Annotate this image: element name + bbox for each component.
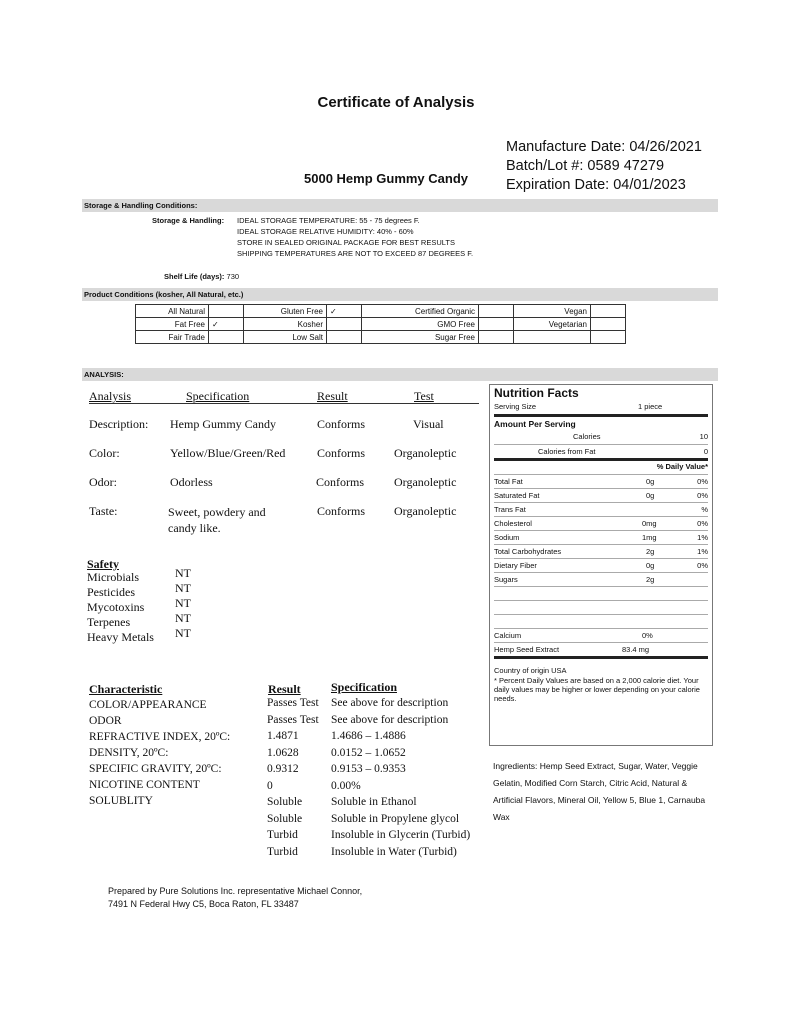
char-result: Turbid <box>267 829 298 841</box>
nutrition-footnote: * Percent Daily Values are based on a 2,000 calorie diet. Your daily values may be higher or lower depending on your calorie needs. <box>494 676 700 703</box>
condition-label: Vegan <box>514 305 591 318</box>
nutrient-dv: 1% <box>697 547 708 556</box>
char-spec: Soluble in Propylene glycol <box>331 812 460 825</box>
char-name: REFRACTIVE INDEX, 20ºC: <box>89 731 231 743</box>
nutrient-row <box>494 474 708 488</box>
analysis-spec: Odorless <box>170 475 213 489</box>
nutrient-row <box>494 614 708 628</box>
storage-line: IDEAL STORAGE TEMPERATURE: 55 - 75 degrees F. <box>237 216 420 225</box>
char-spec: 0.0152 – 1.0652 <box>331 746 406 759</box>
condition-check: ✓ <box>209 318 244 331</box>
storage-header: Storage & Handling Conditions: <box>82 199 718 212</box>
shelf-life-label: Shelf Life (days): <box>164 272 225 281</box>
char-result: 1.4871 <box>267 730 299 742</box>
condition-check <box>209 305 244 318</box>
table-row <box>136 331 626 344</box>
product-name: 5000 Hemp Gummy Candy <box>304 171 469 186</box>
char-result: 0 <box>267 779 273 792</box>
storage-label: Storage & Handling: <box>152 216 225 225</box>
analysis-spec: Hemp Gummy Candy <box>170 417 276 431</box>
safety-item: Pesticides <box>87 585 135 599</box>
safety-title: Safety <box>87 557 119 571</box>
expiration-date: Expiration Date: 04/01/2023 <box>506 177 686 193</box>
analysis-result: Conforms <box>317 446 365 460</box>
amount-per-serving: Amount Per Serving <box>494 419 576 429</box>
analysis-name: Odor: <box>89 475 117 489</box>
country-of-origin: Country of origin USA <box>494 666 567 675</box>
prepared-by <box>108 885 362 911</box>
calories-fat-value: 0 <box>703 447 708 456</box>
condition-check <box>591 331 626 344</box>
analysis-name: Description: <box>89 417 149 431</box>
nutrient-name: Saturated Fat <box>494 491 540 500</box>
shelf-life <box>164 271 239 282</box>
nutrient-dv: 0% <box>697 491 708 500</box>
shelf-life-value: 730 <box>226 272 240 281</box>
char-result: Soluble <box>267 796 303 808</box>
nutrient-name: Sugars <box>494 575 518 584</box>
nutrient-row <box>494 628 708 642</box>
nutrient-row <box>494 502 708 516</box>
nutrient-name: Total Fat <box>494 477 523 486</box>
analysis-spec-line: candy like. <box>168 521 221 535</box>
storage-line: IDEAL STORAGE RELATIVE HUMIDITY: 40% - 60% <box>237 227 414 236</box>
prepared-line: 7491 N Federal Hwy C5, Boca Raton, FL 33487 <box>108 899 299 909</box>
col-char-result: Result <box>268 682 301 696</box>
char-spec: Insoluble in Water (Turbid) <box>331 845 457 858</box>
nutrient-amount: 0mg <box>642 519 657 528</box>
condition-check <box>479 305 514 318</box>
analysis-test: Organoleptic <box>394 504 457 518</box>
nutrient-name: Calcium <box>494 631 522 640</box>
condition-label: Fair Trade <box>136 331 209 344</box>
char-spec: Soluble in Ethanol <box>331 796 417 808</box>
storage-line: SHIPPING TEMPERATURES ARE NOT TO EXCEED 87 DEGREES F. <box>237 249 474 258</box>
analysis-header: ANALYSIS: <box>82 368 718 381</box>
conditions-table <box>135 304 626 344</box>
condition-label <box>514 331 591 344</box>
col-characteristic: Characteristic <box>89 682 163 696</box>
analysis-name: Taste: <box>89 504 118 518</box>
char-spec: 0.9153 – 0.9353 <box>331 763 406 775</box>
char-result: Soluble <box>267 812 303 825</box>
char-names <box>89 697 230 809</box>
analysis-test: Organoleptic <box>394 475 457 489</box>
safety-item: Mycotoxins <box>87 600 145 614</box>
col-result: Result <box>317 389 348 403</box>
safety-item: Microbials <box>87 570 139 584</box>
storage-lines <box>237 215 473 259</box>
nutrient-name: Total Carbohydrates <box>494 547 562 556</box>
col-test: Test <box>414 389 434 403</box>
table-row <box>136 305 626 318</box>
char-result: Turbid <box>267 845 298 858</box>
safety-value: NT <box>175 581 191 595</box>
nutrition-facts-panel <box>489 384 713 746</box>
safety-values <box>175 566 191 641</box>
nutrient-amount: 0g <box>646 491 655 500</box>
nutrient-row <box>494 642 708 659</box>
condition-check: ✓ <box>327 305 362 318</box>
analysis-spec <box>168 504 266 536</box>
lot-info <box>506 138 702 195</box>
nutrient-row <box>494 488 708 502</box>
char-spec: See above for description <box>331 713 449 726</box>
analysis-result: Conforms <box>317 417 365 431</box>
safety-value: NT <box>175 611 191 625</box>
nutrition-rule <box>494 458 708 461</box>
analysis-result: Conforms <box>317 504 365 518</box>
condition-label: Sugar Free <box>362 331 479 344</box>
analysis-spec-line: Sweet, powdery and <box>168 505 266 519</box>
nutrient-row <box>494 600 708 614</box>
analysis-result: Conforms <box>316 475 364 489</box>
char-spec: 0.00% <box>331 779 361 792</box>
nutrient-row <box>494 544 708 558</box>
nutrient-row <box>494 572 708 586</box>
ingredients: Ingredients: Hemp Seed Extract, Sugar, Water, Veggie Gelatin, Modified Corn Starch, Citric Acid, Natural & Artificial Flavors, Mineral Oil, Yellow 5, Blue 1, Carnauba Wax <box>493 761 706 822</box>
col-specification: Specification <box>186 389 250 403</box>
condition-label: Certified Organic <box>362 305 479 318</box>
analysis-name: Color: <box>89 446 120 460</box>
nutrient-dv: 0% <box>697 519 708 528</box>
nutrient-row <box>494 558 708 572</box>
col-char-spec: Specification <box>331 680 397 694</box>
char-spec: 1.4686 – 1.4886 <box>331 730 406 742</box>
nutrient-amount: 1mg <box>642 533 657 542</box>
nutrient-amount: 0g <box>646 477 655 486</box>
analysis-test: Visual <box>413 417 444 431</box>
analysis-test: Organoleptic <box>394 446 457 460</box>
condition-check <box>479 331 514 344</box>
char-name: NICOTINE CONTENT <box>89 779 200 791</box>
calories-value: 10 <box>699 432 708 441</box>
table-row <box>136 318 626 331</box>
char-spec: See above for description <box>331 697 449 709</box>
conditions-header: Product Conditions (kosher, All Natural, etc.) <box>82 288 718 301</box>
char-name: DENSITY, 20ºC: <box>89 747 169 759</box>
char-result: Passes Test <box>267 697 319 709</box>
safety-value: NT <box>175 566 191 580</box>
condition-check <box>327 318 362 331</box>
nutrition-rule <box>494 444 708 445</box>
nutrient-name: Sodium <box>494 533 520 542</box>
nutrient-name: Dietary Fiber <box>494 561 537 570</box>
batch-lot: Batch/Lot #: 0589 47279 <box>506 158 665 174</box>
condition-label: GMO Free <box>362 318 479 331</box>
condition-check <box>591 305 626 318</box>
nutrient-dv: 1% <box>697 533 708 542</box>
col-analysis: Analysis <box>89 389 131 403</box>
manufacture-date: Manufacture Date: 04/26/2021 <box>506 139 702 155</box>
nutrient-dv: 0% <box>697 561 708 570</box>
document-title: Certificate of Analysis <box>317 94 475 111</box>
nutrient-row <box>494 586 708 600</box>
nutrient-amount: 0% <box>642 631 653 640</box>
nutrient-amount: 2g <box>646 575 655 584</box>
char-result: Passes Test <box>267 713 319 726</box>
condition-check <box>327 331 362 344</box>
storage-line: STORE IN SEALED ORIGINAL PACKAGE FOR BEST RESULTS <box>237 238 455 247</box>
condition-label: Kosher <box>244 318 327 331</box>
char-name: SOLUBLITY <box>89 795 153 807</box>
nutrient-dv: % <box>701 505 708 514</box>
daily-value-header: % Daily Value* <box>656 462 708 471</box>
nutrient-row <box>494 530 708 544</box>
char-name: ODOR <box>89 715 122 727</box>
safety-value: NT <box>175 596 191 610</box>
condition-label: Vegetarian <box>514 318 591 331</box>
nutrient-name: Trans Fat <box>494 505 526 514</box>
char-result: 1.0628 <box>267 746 299 759</box>
nutrition-title: Nutrition Facts <box>494 386 579 400</box>
nutrient-amount: 2g <box>646 547 655 556</box>
analysis-spec: Yellow/Blue/Green/Red <box>170 446 286 460</box>
safety-item: Heavy Metals <box>87 630 154 644</box>
nutrient-amount: 0g <box>646 561 655 570</box>
char-result: 0.9312 <box>267 763 299 775</box>
nutrient-dv: 0% <box>697 477 708 486</box>
condition-label: All Natural <box>136 305 209 318</box>
condition-label: Gluten Free <box>244 305 327 318</box>
condition-check <box>479 318 514 331</box>
calories-label: Calories <box>573 432 601 441</box>
analysis-rule <box>89 403 479 404</box>
char-results <box>267 695 319 860</box>
char-spec: Insoluble in Glycerin (Turbid) <box>331 829 471 841</box>
nutrient-name: Hemp Seed Extract <box>494 645 560 654</box>
prepared-line: Prepared by Pure Solutions Inc. representative Michael Connor, <box>108 886 363 896</box>
safety-value: NT <box>175 626 191 640</box>
serving-size-label: Serving Size <box>494 402 537 411</box>
calories-fat-label: Calories from Fat <box>538 447 596 456</box>
nutrient-name: Cholesterol <box>494 519 532 528</box>
condition-check <box>209 331 244 344</box>
nutrition-rule <box>494 414 708 417</box>
condition-label: Low Salt <box>244 331 327 344</box>
nutrient-row <box>494 516 708 530</box>
nutrient-amount: 83.4 mg <box>622 645 650 654</box>
char-name: COLOR/APPEARANCE <box>89 699 207 711</box>
safety-names <box>87 570 154 645</box>
serving-size-value: 1 piece <box>638 402 663 411</box>
condition-check <box>591 318 626 331</box>
safety-item: Terpenes <box>87 615 131 629</box>
char-name: SPECIFIC GRAVITY, 20ºC: <box>89 763 222 775</box>
char-specs <box>331 695 470 860</box>
condition-label: Fat Free <box>136 318 209 331</box>
